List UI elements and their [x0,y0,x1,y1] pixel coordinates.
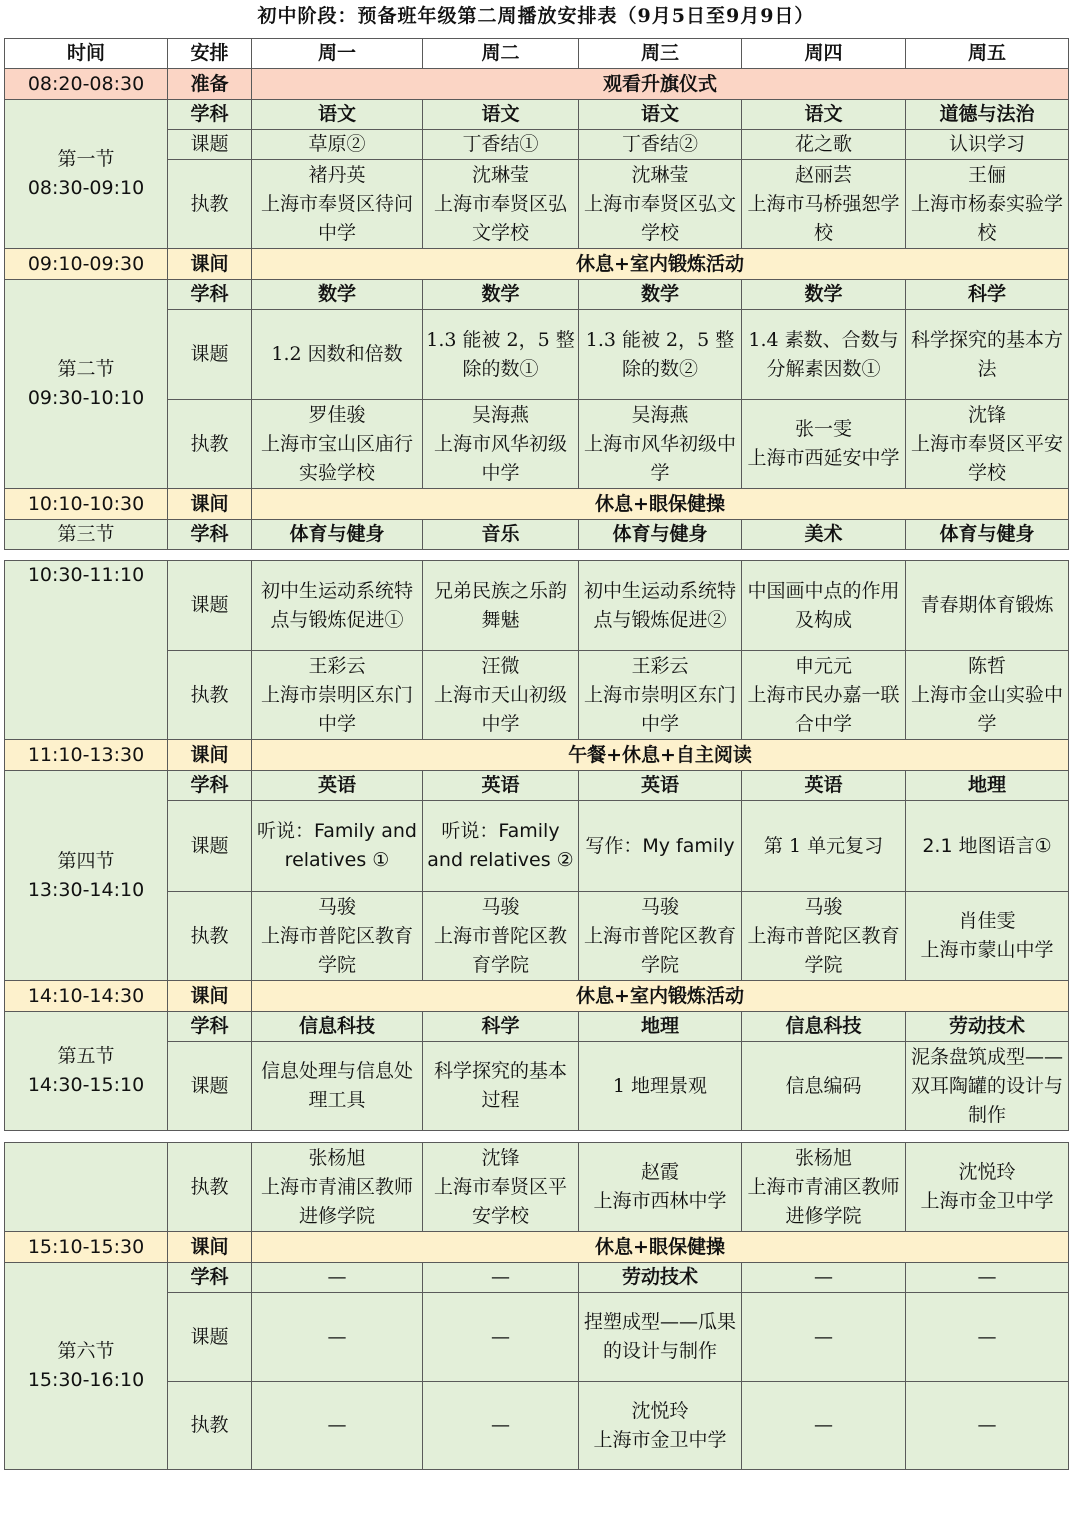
break5-content: 休息+眼保健操 [252,1232,1069,1263]
break-row-1 [5,249,1069,280]
break3-label: 课间 [168,740,252,771]
p6-subject-tue: — [423,1263,579,1293]
p6-name: 第六节 [57,1340,115,1362]
p2-topic-wed: 1.3 能被 2，5 整除的数② [579,310,742,400]
teacher-name: 沈琳莹 [631,163,689,186]
teacher-school: 上海市西延安中学 [747,447,900,469]
p4-topic-wed: 写作：My family [579,801,742,892]
p4-teacher-wed [579,892,742,981]
p4-subject-label: 学科 [168,771,252,801]
prep-row [5,69,1069,100]
p5-topic-wed: 1 地理景观 [579,1042,742,1131]
teacher-name: 马骏 [317,895,356,918]
p3-teacher-thu [742,651,906,740]
p5-teacher-thu [742,1143,906,1232]
p5-teacher-row [5,1143,1069,1232]
header-row [5,39,1069,69]
p3-teacher-label: 执教 [168,651,252,740]
p2-time: 09:30-10:10 [27,387,145,409]
break-row-4 [5,981,1069,1012]
p6-period-cell [5,1263,168,1470]
teacher-school: 上海市马桥强恕学校 [747,192,900,244]
teacher-school: 上海市普陀区教育学院 [260,924,413,976]
p6-time: 15:30-16:10 [27,1369,145,1391]
p3-topic-tue: 兄弟民族之乐韵舞魅 [423,561,579,651]
p4-subject-wed: 英语 [579,771,742,801]
p3-subject-tue: 音乐 [423,520,579,550]
teacher-name: 沈悦玲 [958,1161,1016,1183]
teacher-name: 沈琳莹 [471,163,529,186]
p5-topic-thu: 信息编码 [742,1042,906,1131]
header-tue: 周二 [423,39,579,69]
break-row-5 [5,1232,1069,1263]
p5-teacher-mon [252,1143,423,1232]
teacher-name: 肖佳雯 [958,910,1016,932]
teacher-school: 上海市奉贤区平安学校 [433,1175,567,1227]
p3-subject-wed: 体育与健身 [579,520,742,550]
p6-teacher-fri: — [906,1382,1069,1470]
p4-teacher-tue [423,892,579,981]
header-fri: 周五 [906,39,1069,69]
p1-topic-thu: 花之歌 [742,130,906,160]
p6-topic-label: 课题 [168,1293,252,1382]
break4-time: 14:10-14:30 [5,981,168,1012]
p1-subject-row [5,100,1069,130]
p1-teacher-tue [423,160,579,249]
p4-subject-thu: 英语 [742,771,906,801]
p2-subject-row [5,280,1069,310]
break-row-3 [5,740,1069,771]
p2-topic-mon: 1.2 因数和倍数 [252,310,423,400]
p4-subject-fri: 地理 [906,771,1069,801]
p5-topic-tue: 科学探究的基本过程 [423,1042,579,1131]
p1-subject-label: 学科 [168,100,252,130]
p2-subject-thu: 数学 [742,280,906,310]
p4-topic-mon: 听说：Family and relatives ① [252,801,423,892]
break3-time: 11:10-13:30 [5,740,168,771]
p3-teacher-mon [252,651,423,740]
p2-topic-label: 课题 [168,310,252,400]
p4-period-cell [5,771,168,981]
p1-topic-wed: 丁香结② [579,130,742,160]
teacher-name: 陈哲 [967,654,1006,677]
teacher-school: 上海市杨泰实验学校 [910,192,1063,244]
teacher-school: 上海市天山初级中学 [433,683,567,735]
p1-subject-tue: 语文 [423,100,579,130]
teacher-name: 吴海燕 [631,403,689,426]
p4-subject-tue: 英语 [423,771,579,801]
p3-subject-fri: 体育与健身 [906,520,1069,550]
prep-label: 准备 [168,69,252,100]
teacher-name: 王彩云 [308,654,366,677]
teacher-name: 马骏 [804,895,843,918]
break-row-2 [5,489,1069,520]
p5-time: 14:30-15:10 [27,1074,145,1096]
teacher-school: 上海市西林中学 [593,1190,727,1212]
teacher-school: 上海市青浦区教师进修学院 [260,1175,413,1227]
p2-teacher-label: 执教 [168,400,252,489]
teacher-name: 沈悦玲 [631,1399,689,1422]
p2-subject-fri: 科学 [906,280,1069,310]
teacher-name: 张一雯 [794,418,852,440]
p1-teacher-thu [742,160,906,249]
p3-subject-mon: 体育与健身 [252,520,423,550]
break2-time: 10:10-10:30 [5,489,168,520]
p1-subject-thu: 语文 [742,100,906,130]
teacher-name: 汪微 [481,654,520,677]
p6-topic-wed: 捏塑成型——瓜果的设计与制作 [579,1293,742,1382]
teacher-school: 上海市奉贤区待问中学 [260,192,413,244]
p3-topic-wed: 初中生运动系统特点与锻炼促进② [579,561,742,651]
teacher-name: 马骏 [640,895,679,918]
p5-period-continued [5,1143,168,1232]
teacher-school: 上海市金卫中学 [920,1190,1054,1212]
p2-topic-thu: 1.4 素数、合数与分解素因数① [742,310,906,400]
teacher-name: 赵霞 [640,1161,679,1183]
p6-topic-tue: — [423,1293,579,1382]
teacher-name: 张杨旭 [794,1146,852,1169]
p4-teacher-label: 执教 [168,892,252,981]
p3-topic-mon: 初中生运动系统特点与锻炼促进① [252,561,423,651]
page-title: 初中阶段：预备班年级第二周播放安排表（9月5日至9月9日） [257,5,815,27]
p5-teacher-label: 执教 [168,1143,252,1232]
prep-time: 08:20-08:30 [5,69,168,100]
schedule-table-1 [4,38,1069,550]
p5-subject-row [5,1012,1069,1042]
p1-subject-wed: 语文 [579,100,742,130]
p5-subject-thu: 信息科技 [742,1012,906,1042]
p4-teacher-fri [906,892,1069,981]
p1-name: 第一节 [57,148,115,170]
prep-content: 观看升旗仪式 [252,69,1069,100]
p5-period-cell [5,1012,168,1131]
teacher-school: 上海市蒙山中学 [920,939,1054,961]
p1-time: 08:30-09:10 [27,177,145,199]
p2-teacher-fri [906,400,1069,489]
teacher-school: 上海市崇明区东门中学 [583,683,736,735]
break5-time: 15:10-15:30 [5,1232,168,1263]
teacher-name: 罗佳骏 [308,403,366,426]
p1-teacher-wed [579,160,742,249]
p5-topic-label: 课题 [168,1042,252,1131]
p1-topic-tue: 丁香结① [423,130,579,160]
p2-teacher-wed [579,400,742,489]
teacher-name: 赵丽芸 [794,163,852,186]
p3-teacher-fri [906,651,1069,740]
p6-teacher-label: 执教 [168,1382,252,1470]
schedule-table-2 [4,560,1069,1131]
teacher-school: 上海市普陀区教育学院 [433,924,567,976]
teacher-school: 上海市奉贤区平安学校 [910,432,1063,484]
header-wed: 周三 [579,39,742,69]
p4-name: 第四节 [57,849,115,872]
p4-teacher-mon [252,892,423,981]
p1-topic-label: 课题 [168,130,252,160]
p6-subject-wed: 劳动技术 [579,1263,742,1293]
p5-subject-mon: 信息科技 [252,1012,423,1042]
p5-name: 第五节 [57,1045,115,1067]
header-mon: 周一 [252,39,423,69]
p4-topic-thu: 第 1 单元复习 [742,801,906,892]
p1-subject-fri: 道德与法治 [906,100,1069,130]
p2-subject-label: 学科 [168,280,252,310]
p6-subject-thu: — [742,1263,906,1293]
teacher-name: 马骏 [481,895,520,918]
p2-name: 第二节 [57,358,115,380]
p4-teacher-thu [742,892,906,981]
teacher-school: 上海市普陀区教育学院 [583,924,736,976]
p6-topic-fri: — [906,1293,1069,1382]
p3-topic-fri: 青春期体育锻炼 [906,561,1069,651]
p5-topic-mon: 信息处理与信息处理工具 [252,1042,423,1131]
break3-content: 午餐+休息+自主阅读 [252,740,1069,771]
p5-subject-fri: 劳动技术 [906,1012,1069,1042]
teacher-school: 上海市普陀区教育学院 [747,924,900,976]
p3-teacher-wed [579,651,742,740]
p2-teacher-tue [423,400,579,489]
p6-teacher-tue: — [423,1382,579,1470]
p1-topic-fri: 认识学习 [906,130,1069,160]
p4-time: 13:30-14:10 [27,878,145,901]
p5-teacher-fri [906,1143,1069,1232]
p4-topic-fri: 2.1 地图语言① [906,801,1069,892]
teacher-school: 上海市金卫中学 [593,1428,727,1451]
p5-subject-label: 学科 [168,1012,252,1042]
header-arrangement: 安排 [168,39,252,69]
p3-name: 第三节 [5,520,168,550]
teacher-school: 上海市奉贤区弘文学校 [433,192,567,244]
p2-teacher-thu [742,400,906,489]
p4-subject-mon: 英语 [252,771,423,801]
schedule-table-3 [4,1142,1069,1470]
break2-content: 休息+眼保健操 [252,489,1069,520]
teacher-school: 上海市青浦区教师进修学院 [747,1175,900,1227]
p4-subject-row [5,771,1069,801]
p1-topic-mon: 草原② [252,130,423,160]
teacher-name: 王俪 [967,163,1006,186]
p6-teacher-thu: — [742,1382,906,1470]
p5-teacher-tue [423,1143,579,1232]
p1-subject-mon: 语文 [252,100,423,130]
p6-subject-label: 学科 [168,1263,252,1293]
p3-topic-row [5,561,1069,651]
p2-period-cell [5,280,168,489]
p1-teacher-mon [252,160,423,249]
p3-topic-label: 课题 [168,561,252,651]
teacher-name: 吴海燕 [471,403,529,426]
p2-subject-wed: 数学 [579,280,742,310]
p1-period-cell [5,100,168,249]
p3-subject-label: 学科 [168,520,252,550]
p5-teacher-wed [579,1143,742,1232]
p6-subject-mon: — [252,1263,423,1293]
teacher-name: 褚丹英 [308,163,366,186]
p2-teacher-mon [252,400,423,489]
p6-topic-mon: — [252,1293,423,1382]
p3-topic-thu: 中国画中点的作用及构成 [742,561,906,651]
teacher-name: 张杨旭 [308,1146,366,1169]
teacher-school: 上海市风华初级中学 [433,432,567,484]
p6-teacher-wed [579,1382,742,1470]
break5-label: 课间 [168,1232,252,1263]
p6-teacher-mon: — [252,1382,423,1470]
teacher-school: 上海市崇明区东门中学 [260,683,413,735]
p6-subject-row [5,1263,1069,1293]
p4-topic-label: 课题 [168,801,252,892]
teacher-name: 申元元 [794,654,852,677]
break2-label: 课间 [168,489,252,520]
p5-topic-fri: 泥条盘筑成型——双耳陶罐的设计与制作 [906,1042,1069,1131]
header-thu: 周四 [742,39,906,69]
break4-label: 课间 [168,981,252,1012]
teacher-school: 上海市风华初级中学 [583,432,736,484]
teacher-school: 上海市金山实验中学 [910,683,1063,735]
header-time: 时间 [5,39,168,69]
p3-teacher-tue [423,651,579,740]
p1-teacher-fri [906,160,1069,249]
break1-label: 课间 [168,249,252,280]
p4-topic-tue: 听说：Family and relatives ② [423,801,579,892]
teacher-name: 沈锋 [481,1146,520,1169]
p5-subject-tue: 科学 [423,1012,579,1042]
teacher-school: 上海市宝山区庙行实验学校 [260,432,413,484]
p2-topic-tue: 1.3 能被 2，5 整除的数① [423,310,579,400]
break1-content: 休息+室内锻炼活动 [252,249,1069,280]
p2-topic-fri: 科学探究的基本方法 [906,310,1069,400]
p6-subject-fri: — [906,1263,1069,1293]
teacher-school: 上海市民办嘉一联合中学 [747,683,900,735]
p6-topic-thu: — [742,1293,906,1382]
p3-subject-thu: 美术 [742,520,906,550]
p1-teacher-label: 执教 [168,160,252,249]
p3-subject-row [5,520,1069,550]
teacher-name: 沈锋 [967,403,1006,426]
p5-subject-wed: 地理 [579,1012,742,1042]
teacher-name: 王彩云 [631,654,689,677]
p3-time: 10:30-11:10 [5,561,168,740]
p2-subject-tue: 数学 [423,280,579,310]
break4-content: 休息+室内锻炼活动 [252,981,1069,1012]
teacher-school: 上海市奉贤区弘文学校 [583,192,736,244]
p2-subject-mon: 数学 [252,280,423,310]
break1-time: 09:10-09:30 [5,249,168,280]
